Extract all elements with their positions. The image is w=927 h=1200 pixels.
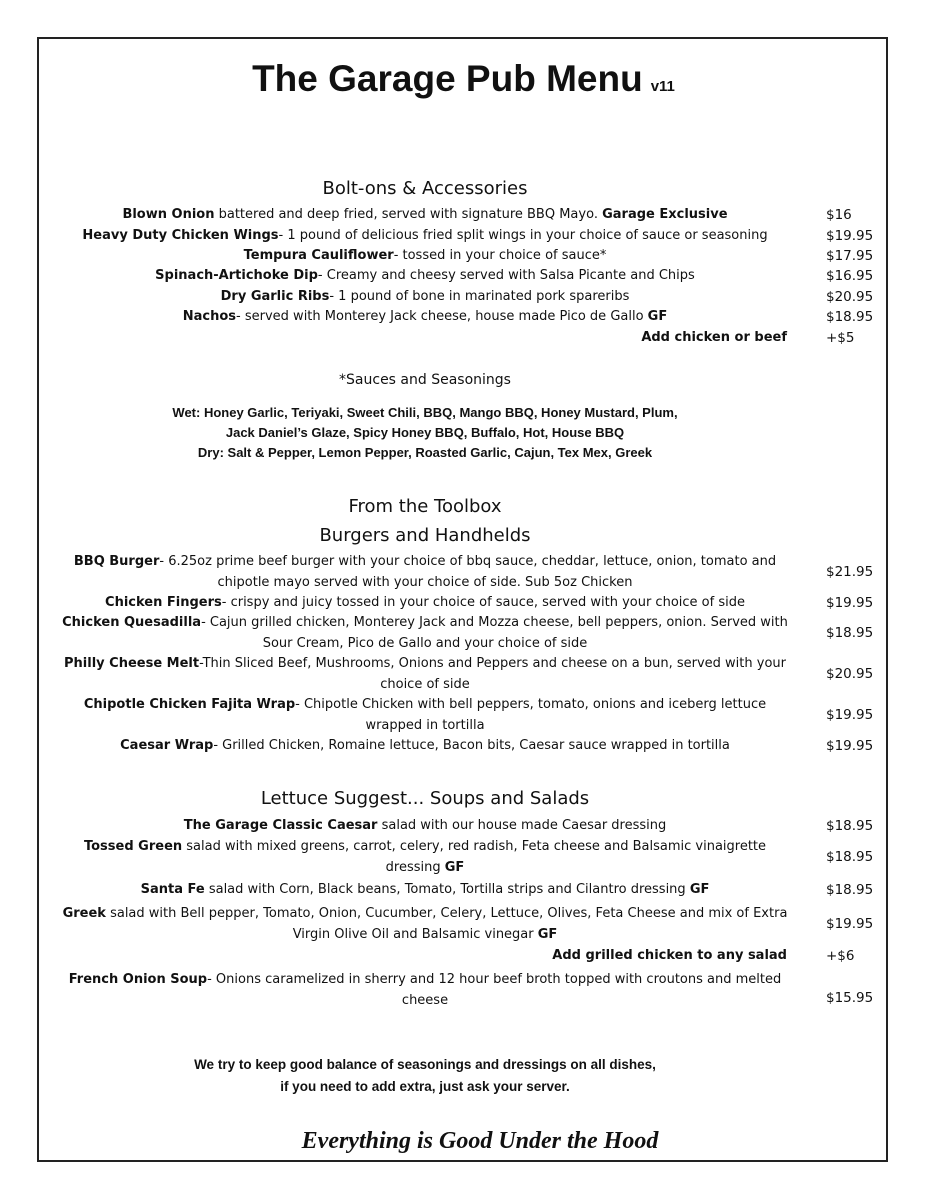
item-name: Tempura Cauliflower (243, 248, 394, 263)
item-tag: GF (689, 882, 710, 897)
item-price: $18.95 (826, 309, 874, 325)
item-name: Dry Garlic Ribs (220, 289, 330, 304)
addon-price: +$5 (826, 330, 855, 346)
section-heading-soups-salads: Lettuce Suggest... Soups and Salads (260, 788, 590, 809)
item-name: French Onion Soup (68, 972, 208, 987)
item-description-2: Virgin Olive Oil and Balsamic vinegar (292, 926, 538, 942)
item-name: Chicken Quesadilla (62, 615, 202, 630)
item-name: Chicken Fingers (105, 595, 222, 610)
footer-note-line-2: if you need to add extra, just ask your server. (280, 1079, 570, 1094)
item-name: Greek (62, 906, 106, 921)
section-heading-burgers: Burgers and Handhelds (319, 525, 531, 546)
item-name: The Garage Classic Caesar (183, 818, 378, 833)
item-description: salad with mixed greens, carrot, celery, red radish, Feta cheese and Balsamic vinaigrette (182, 839, 767, 854)
item-description-2: cheese (401, 992, 449, 1008)
addon-price: +$6 (826, 948, 855, 964)
item-description-2: chipotle mayo served with your choice of side. Sub 5oz Chicken (217, 574, 633, 590)
item-price: $15.95 (826, 990, 874, 1006)
item-description-2: wrapped in tortilla (365, 717, 485, 733)
item-description: - 1 pound of delicious fried split wings in your choice of sauce or seasoning (278, 228, 768, 243)
item-description: - 1 pound of bone in marinated pork spareribs (329, 289, 630, 304)
footer-note-line-1: We try to keep good balance of seasonings and dressings on all dishes, (194, 1057, 656, 1072)
item-name: Blown Onion (122, 207, 215, 222)
item-price: $19.95 (826, 916, 874, 932)
sauces-dry-line: Dry: Salt & Pepper, Lemon Pepper, Roasted Garlic, Cajun, Tex Mex, Greek (197, 445, 653, 460)
item-price: $18.95 (826, 849, 874, 865)
item-price: $21.95 (826, 564, 874, 580)
item-tag: GF (444, 859, 465, 875)
item-tag: GF (647, 309, 668, 324)
addon-label: Add grilled chicken to any salad (552, 948, 787, 963)
item-price: $18.95 (826, 882, 874, 898)
item-description-2: dressing (385, 859, 445, 875)
item-description: -Thin Sliced Beef, Mushrooms, Onions and Peppers and cheese on a bun, served with your (199, 656, 786, 671)
item-name: BBQ Burger (73, 554, 160, 569)
item-price: $19.95 (826, 738, 874, 754)
item-tag: Garage Exclusive (602, 207, 728, 222)
item-price: $18.95 (826, 818, 874, 834)
item-name: Philly Cheese Melt (64, 656, 200, 671)
item-tag: GF (537, 926, 558, 942)
sauces-title: *Sauces and Seasonings (339, 372, 511, 388)
item-price: $16 (826, 207, 852, 223)
item-price: $18.95 (826, 625, 874, 641)
item-name: Santa Fe (140, 882, 205, 897)
item-price: $19.95 (826, 228, 874, 244)
item-description: - Onions caramelized in sherry and 12 hour beef broth topped with croutons and melted (207, 972, 782, 987)
section-heading-bolt-ons: Bolt-ons & Accessories (322, 178, 528, 199)
item-price: $19.95 (826, 707, 874, 723)
item-name: Chipotle Chicken Fajita Wrap (83, 697, 296, 712)
tagline: Everything is Good Under the Hood (301, 1128, 659, 1154)
item-price: $17.95 (826, 248, 874, 264)
item-price: $19.95 (826, 595, 874, 611)
sauces-wet-line: Wet: Honey Garlic, Teriyaki, Sweet Chili, BBQ, Mango BBQ, Honey Mustard, Plum, (172, 405, 678, 420)
item-name: Caesar Wrap (120, 738, 214, 753)
item-description: - Creamy and cheesy served with Salsa Picante and Chips (317, 268, 695, 283)
item-description: salad with Corn, Black beans, Tomato, Tortilla strips and Cilantro dressing (204, 882, 690, 897)
item-description: - served with Monterey Jack cheese, house made Pico de Gallo (236, 309, 648, 324)
item-description: - Cajun grilled chicken, Monterey Jack and Mozza cheese, bell peppers, onion. Served with (201, 615, 788, 630)
item-name: Spinach-Artichoke Dip (155, 268, 318, 283)
sauces-wet-line-2: Jack Daniel’s Glaze, Spicy Honey BBQ, Buffalo, Hot, House BBQ (225, 425, 625, 440)
item-price: $20.95 (826, 666, 874, 682)
version-label: v11 (650, 78, 675, 95)
item-description: - Chipotle Chicken with bell peppers, tomato, onions and iceberg lettuce (295, 697, 767, 712)
section-heading-toolbox: From the Toolbox (348, 496, 502, 517)
item-name: Nachos (182, 309, 237, 324)
item-description: - tossed in your choice of sauce* (393, 248, 607, 263)
item-description-2: Sour Cream, Pico de Gallo and your choice of side (262, 635, 588, 651)
item-price: $16.95 (826, 268, 874, 284)
item-description: - crispy and juicy tossed in your choice of sauce, served with your choice of side (221, 595, 745, 610)
item-description: - Grilled Chicken, Romaine lettuce, Bacon bits, Caesar sauce wrapped in tortilla (213, 738, 730, 753)
item-description: battered and deep fried, served with signature BBQ Mayo. (214, 207, 603, 222)
item-description: salad with our house made Caesar dressing (377, 818, 667, 833)
item-name: Tossed Green (83, 839, 183, 854)
item-description: - 6.25oz prime beef burger with your choice of bbq sauce, cheddar, lettuce, onion, tomato and (159, 554, 777, 569)
item-description: salad with Bell pepper, Tomato, Onion, Cucumber, Celery, Lettuce, Olives, Feta Cheese and mix of Extra (105, 906, 788, 921)
item-description-2: choice of side (380, 676, 470, 692)
item-name: Heavy Duty Chicken Wings (82, 228, 279, 243)
page-title: The Garage Pub Menu v11 (252, 58, 675, 99)
addon-label: Add chicken or beef (641, 330, 787, 345)
item-price: $20.95 (826, 289, 874, 305)
